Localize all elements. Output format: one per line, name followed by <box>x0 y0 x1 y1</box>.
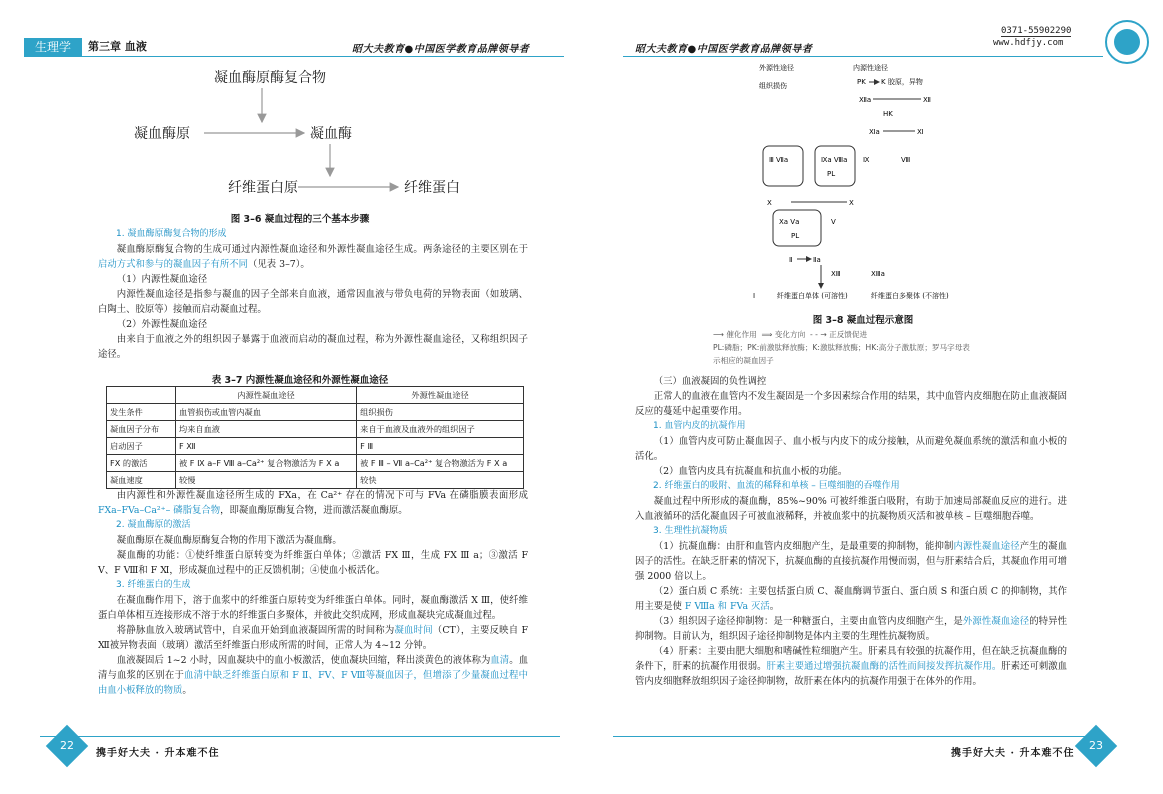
hk-label: HK <box>883 110 893 118</box>
section-3-heading: 3. 纤维蛋白的生成 <box>116 580 191 590</box>
footer-motto: 携手好大夫 · 升本难不住 <box>96 748 220 759</box>
subject-tab: 生理学 <box>24 38 82 56</box>
intrinsic-label: 内源性途径 <box>853 64 888 72</box>
figure-3-8-legend <box>713 328 970 367</box>
left-body-bottom <box>98 488 528 698</box>
header-rule <box>24 56 564 57</box>
factor-iii: Ⅲ Ⅶa <box>769 156 789 164</box>
node-fibrinogen: 纤维蛋白原 <box>228 180 298 196</box>
right-body <box>635 374 1067 689</box>
factor-iia: Ⅱa <box>813 256 821 264</box>
pl-label-1: PL <box>827 170 836 178</box>
factor-ii: Ⅱ <box>789 256 793 264</box>
paragraph: 由来自于血液之外的组织因子暴露于血液而启动的凝血过程，称为外源性凝血途径，又称组织因子途径。 <box>98 334 528 360</box>
paragraph: 凝血酶原酶复合物的生成可通过内源性凝血途径和外源性凝血途径生成。两条途径的主要区别在于启动方式和参与的凝血因子有所不同（见表 3–7）。 <box>98 244 528 270</box>
factor-x-left: X <box>767 199 772 207</box>
paragraph: 凝血酶的功能：①使纤维蛋白原转变为纤维蛋白单体；②激活 FX Ⅲ，生成 FX Ⅲ a；③激活 F Ⅴ、F Ⅷ和 F Ⅺ，形成凝血过程中的正反馈机制；④使血小板活化。 <box>98 550 528 576</box>
kallikrein-label: K 胶原，异物 <box>881 78 923 86</box>
website-url: www.hdfjy.com <box>993 38 1064 48</box>
footer-motto: 携手好大夫 · 升本难不住 <box>951 748 1075 759</box>
brand-logo <box>1105 20 1149 64</box>
feedback-arrow-icon: - - → <box>810 330 827 339</box>
heading-3: 3. 生理性抗凝物质 <box>653 526 728 536</box>
paragraph: 在凝血酶作用下，溶于血浆中的纤维蛋白原转变为纤维蛋白单体。同时，凝血酶激活 X Ⅲ，使纤维蛋白单体相互连接形成不溶于水的纤维蛋白多聚体，并彼此交织成网，形成血凝块完成凝血过程。 <box>98 595 528 621</box>
paragraph: 内源性凝血途径是指参与凝血的因子全部来自血液，通常因血液与带负电荷的异物表面（如玻璃、白陶土、胶原等）接触而启动凝血过程。 <box>98 289 528 315</box>
paragraph: 血液凝固后 1~2 小时，因血凝块中的血小板激活，使血凝块回缩，释出淡黄色的液体称为血清。血清与血浆的区别在于血清中缺乏纤维蛋白原和 F Ⅱ、FV、F Ⅷ等凝血因子，但增添了少量凝血过程中由血小板释放的物质。 <box>98 655 528 696</box>
section-2-heading: 2. 凝血酶原的激活 <box>116 520 191 530</box>
complex-left <box>763 146 803 186</box>
legend-note: PL:磷脂；PK:前激肽释放酶；K:激肽释放酶；HK:高分子激肽原；罗马字母表 <box>713 343 970 352</box>
chapter-title: 第三章 血液 <box>88 40 147 53</box>
header-rule <box>623 56 1103 57</box>
node-prothrombinase: 凝血酶原酶复合物 <box>214 70 326 86</box>
factor-xa: Ⅹa Ⅴa <box>779 218 800 226</box>
paragraph: 将静脉血放入玻璃试管中，自采血开始到血液凝固所需的时间称为凝血时间（CT），主要反映自 F Ⅻ被异物表面（玻璃）激活至纤维蛋白形成所需的时间，正常人为 4~12 分钟。 <box>98 625 528 651</box>
brand-banner: 昭大夫教育●中国医学教育品牌领导者 <box>635 44 813 55</box>
footer-rule <box>613 736 1089 737</box>
page-number-badge: 22 <box>46 725 88 767</box>
section-1-heading: 1. 凝血酶原酶复合物的形成 <box>116 229 227 239</box>
fibrin-polymer-label: 纤维蛋白多聚体 (不溶性) <box>871 292 949 300</box>
factor-xii: Ⅻ <box>923 96 931 104</box>
factor-v: Ⅴ <box>831 218 836 226</box>
extrinsic-label: 外源性途径 <box>759 64 794 72</box>
heading-2: 2. 纤维蛋白的吸附、血流的稀释和单核 – 巨噬细胞的吞噬作用 <box>653 481 900 491</box>
factor-xiii: ⅩⅢ <box>831 270 841 278</box>
subheading-intrinsic: （1）内源性凝血途径 <box>116 274 208 285</box>
paragraph: 正常人的血液在血管内不发生凝固是一个多因素综合作用的结果，其中血管内皮细胞在防止血液凝固反应的蔓延中起重要作用。 <box>635 391 1067 417</box>
paragraph: （4）肝素：主要由肥大细胞和嗜碱性粒细胞产生。肝素具有较强的抗凝作用，但在缺乏抗凝血酶的条件下，肝素的抗凝作用很弱。肝素主要通过增强抗凝血酶的活性而间接发挥抗凝作用。肝素还可刺激血管内皮细胞释放组织因子途径抑制物，故肝素在体内的抗凝作用强于在体外的作用。 <box>635 646 1067 687</box>
right-page <box>583 0 1163 794</box>
factor-ixa: Ⅸa Ⅷa <box>821 156 848 164</box>
catalysis-arrow-icon: ⟶ <box>713 330 724 339</box>
complex-tenase <box>815 146 855 186</box>
figure-3-8-caption: 图 3–8 凝血过程示意图 <box>812 315 914 326</box>
factor-viii: Ⅷ <box>901 156 911 164</box>
legend-row: ⟶ 催化作用 ⟹ 变化方向 - - → 正反馈促进 <box>713 330 868 339</box>
paragraph: （2）蛋白质 C 系统：主要包括蛋白质 C、凝血酶调节蛋白、蛋白质 S 和蛋白质 C 的抑制物，其作用主要是使 F Ⅷa 和 FVa 灭活。 <box>635 586 1067 612</box>
fibrin-monomer-label: 纤维蛋白单体 (可溶性) <box>777 292 848 300</box>
factor-ix: Ⅸ <box>863 156 870 164</box>
table-row: FX 的激活 被 F Ⅸ a–F Ⅷ a–Ca²⁺ 复合物激活为 F Ⅹ a 被 F Ⅲ – Ⅶ a–Ca²⁺ 复合物激活为 F Ⅹ a <box>107 455 524 472</box>
factor-x-right: X <box>849 199 854 207</box>
node-prothrombin: 凝血酶原 <box>134 126 190 142</box>
table-row: 启动因子 F Ⅻ F Ⅲ <box>107 438 524 455</box>
figure-3-8-diagram <box>751 62 1001 308</box>
paragraph: （1）抗凝血酶：由肝和血管内皮细胞产生，是最重要的抑制物，能抑制内源性凝血途径产生的凝血因子的活性。在缺乏肝素的情况下，抗凝血酶的直接抗凝作用慢而弱，但与肝素结合后，其凝血作用可增强 2000 倍以上。 <box>635 541 1067 582</box>
figure-3-6-diagram <box>130 64 510 202</box>
tissue-damage-label: 组织损伤 <box>759 82 787 90</box>
table-row: 发生条件 血管损伤或血管内凝血 组织损伤 <box>107 404 524 421</box>
paragraph: 由内源性和外源性凝血途径所生成的 FXa，在 Ca²⁺ 存在的情况下可与 FVa 在磷脂膜表面形成 FXa–FVa–Ca²⁺– 磷脂复合物，即凝血酶原酶复合物，进而激活凝血酶原。 <box>98 490 528 516</box>
factor-i: I <box>753 292 756 300</box>
factor-xi: Ⅺ <box>917 128 924 136</box>
table-3-7 <box>106 386 524 489</box>
complex-prothrombinase <box>773 210 821 246</box>
paragraph: 凝血酶原在凝血酶原酶复合物的作用下激活为凝血酶。 <box>116 535 342 546</box>
node-thrombin: 凝血酶 <box>310 126 352 142</box>
legend-note: 示相应的凝血因子 <box>713 356 774 365</box>
paragraph: （2）血管内皮具有抗凝血和抗血小板的功能。 <box>653 466 848 477</box>
section-heading: （三）血液凝固的负性调控 <box>653 376 767 387</box>
table-row: 凝血速度 较慢 较快 <box>107 472 524 489</box>
heading-1: 1. 血管内皮的抗凝作用 <box>653 421 746 431</box>
footer-rule <box>40 736 560 737</box>
brand-banner: 昭大夫教育●中国医学教育品牌领导者 <box>352 44 530 55</box>
node-fibrin: 纤维蛋白 <box>404 180 460 196</box>
pk-label: PK <box>857 78 866 86</box>
figure-3-6-caption: 图 3–6 凝血过程的三个基本步骤 <box>230 214 370 225</box>
change-arrow-icon: ⟹ <box>761 330 773 339</box>
table-3-7-title: 表 3–7 内源性凝血途径和外源性凝血途径 <box>211 375 389 386</box>
factor-xiiia: ⅩⅢa <box>871 270 885 278</box>
page-number-badge: 23 <box>1075 725 1117 767</box>
table-header-row: 内源性凝血途径 外源性凝血途径 <box>107 387 524 404</box>
left-page <box>0 0 580 794</box>
subheading-extrinsic: （2）外源性凝血途径 <box>116 319 208 330</box>
contact-phone: 0371-55902290 <box>1001 26 1072 36</box>
factor-xia: Ⅺa <box>869 128 880 136</box>
table-row: 凝血因子分布 均来自血液 来自于血液及血液外的组织因子 <box>107 421 524 438</box>
paragraph: 凝血过程中所形成的凝血酶，85%~90% 可被纤维蛋白吸附，有助于加速局部凝血反应的进行。进入血液循环的活化凝血因子可被血液稀释，并被血浆中的抗凝物质灭活和被单核 – 巨噬细胞吞噬。 <box>635 496 1067 522</box>
paragraph: （1）血管内皮可防止凝血因子、血小板与内皮下的成分接触，从而避免凝血系统的激活和血小板的活化。 <box>635 436 1067 462</box>
factor-xiia: Ⅻa <box>859 96 872 104</box>
left-body-top <box>98 227 528 362</box>
pl-label-2: PL <box>791 232 800 240</box>
paragraph: （3）组织因子途径抑制物：是一种糖蛋白，主要由血管内皮细胞产生，是外源性凝血途径的特异性抑制物。目前认为，组织因子途径抑制物是体内主要的生理性抗凝物质。 <box>635 616 1067 642</box>
